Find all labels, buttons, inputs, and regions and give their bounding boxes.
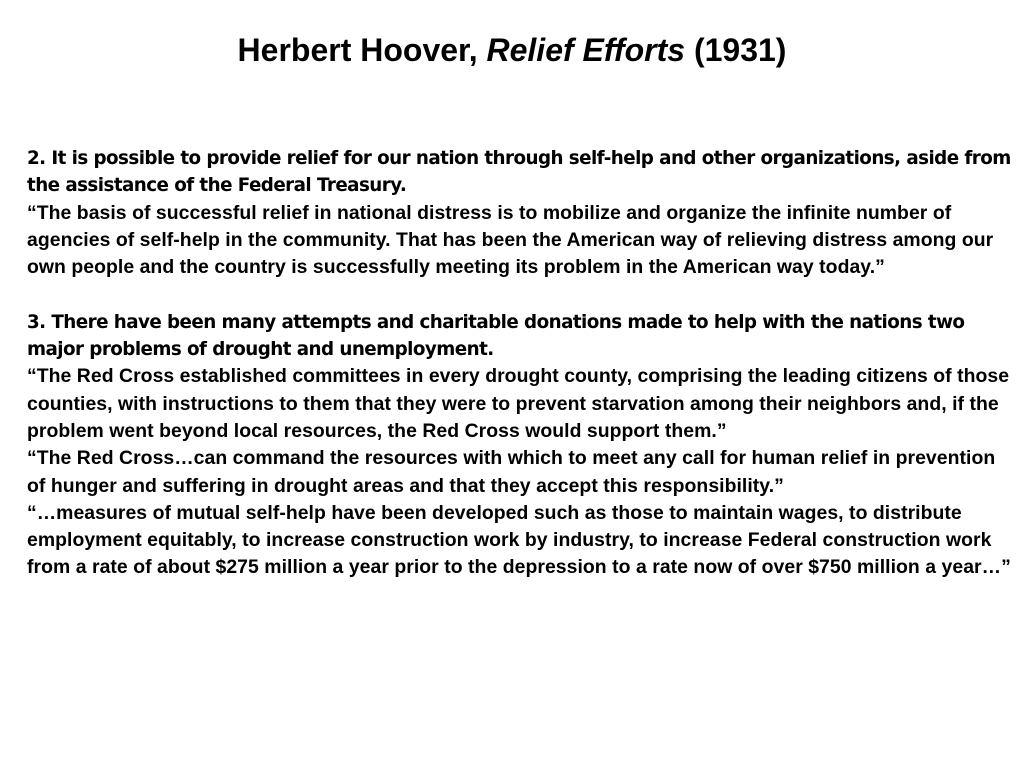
paragraph-spacer <box>27 281 1017 308</box>
quote: “The Red Cross…can command the resources with which to meet any call for human relief in prevention of hunger and suffering in drought areas and that they accept this responsibility.” <box>27 447 996 497</box>
title-work: Relief Efforts <box>486 32 686 68</box>
quote: “…measures of mutual self-help have been developed such as those to maintain wages, to distribute employment equitably, to increase construction work by industry, to increase Federal construction work from a rate of about $275 million a year prior to the depression to a rate now of over $750 million a year…” <box>27 501 1011 579</box>
quote: “The Red Cross established committees in every drought county, comprising the leading citizens of those counties, with instructions to them that they were to prevent starvation among their neighbors and, if the problem went beyond local resources, the Red Cross would support them.” <box>27 365 1010 442</box>
slide-body <box>27 145 1017 582</box>
slide-title <box>0 28 1024 72</box>
quote: “The basis of successful relief in national distress is to mobilize and organize the infinite number of agencies of self-help in the community. That has been the American way of relieving distress among our own people and the country is successfully meeting its problem in the American way today.” <box>27 201 994 279</box>
title-name: Herbert Hoover, <box>237 32 478 68</box>
point-heading: 2. It is possible to provide relief for our nation through self-help and other organizations, aside from the assistance of the Federal Treasury. <box>27 148 1011 197</box>
point-2 <box>27 145 1017 281</box>
title-year: (1931) <box>693 32 787 68</box>
point-3 <box>27 309 1017 582</box>
point-heading: 3. There have been many attempts and charitable donations made to help with the nations two major problems of drought and unemployment. <box>27 311 965 361</box>
